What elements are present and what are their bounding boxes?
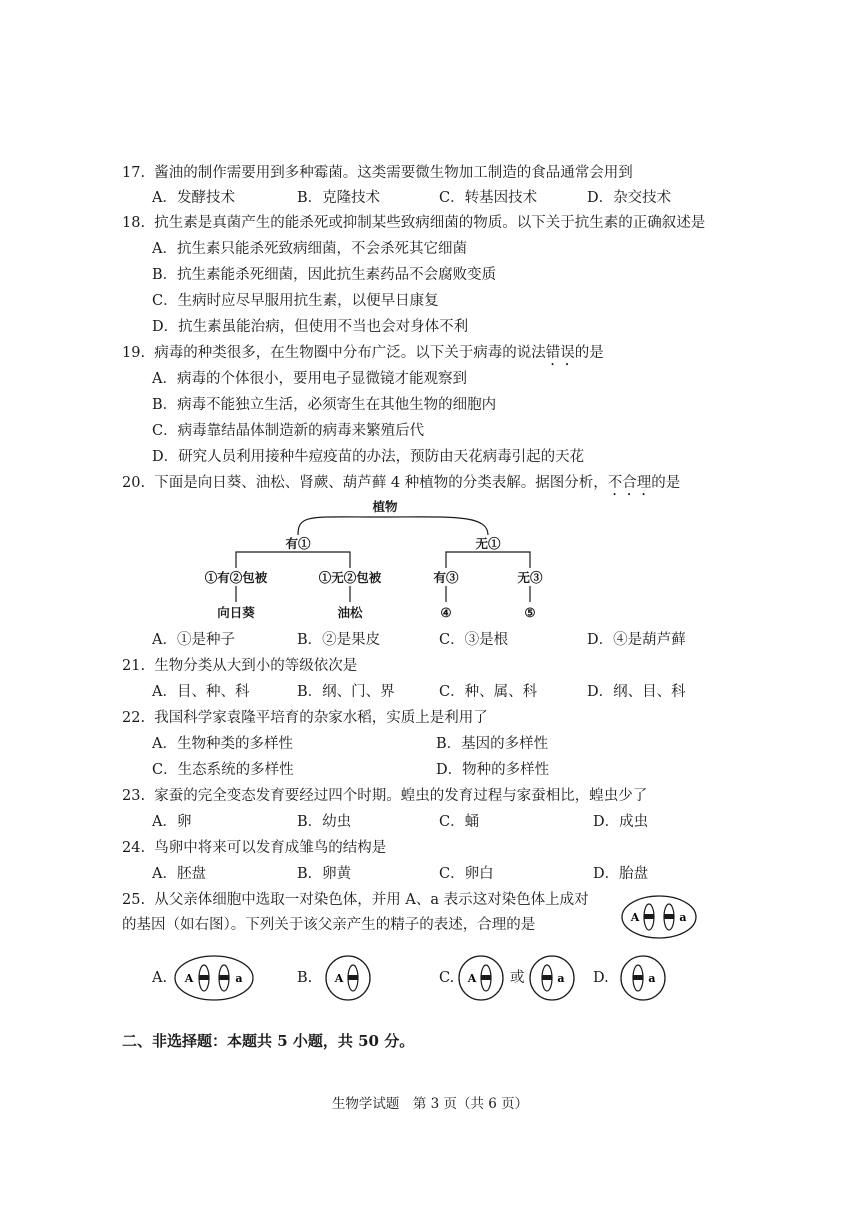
option-c-diagram-dominant[interactable] xyxy=(455,953,507,1003)
option-b-label[interactable]: B. xyxy=(297,970,313,986)
tree-leaf-5: ⑤ xyxy=(524,605,536,620)
question-stem: 鸟卵中将来可以发育成雏鸟的结构是 xyxy=(154,840,387,856)
option-b[interactable]: B．基因的多样性 xyxy=(436,736,549,752)
question-stem: 我国科学家袁隆平培育的杂家水稻，实质上是利用了 xyxy=(154,710,488,726)
tree-no-1: 无① xyxy=(475,536,501,551)
question-number: 22. xyxy=(122,710,146,726)
question-22 xyxy=(122,708,488,728)
option-b[interactable]: B．幼虫 xyxy=(297,814,352,830)
question-stem-line1: 从父亲体细胞中选取一对染色体，并用 A、a 表示这对染色体上成对 xyxy=(154,892,589,908)
tree-root: 植物 xyxy=(372,499,398,514)
option-a[interactable]: A．病毒的个体很小，要用电子显微镜才能观察到 xyxy=(152,371,467,387)
question-stem-emphasis: 错误 xyxy=(545,345,575,361)
tree-leaf-pine: 油松 xyxy=(337,605,363,620)
option-a-diagram[interactable] xyxy=(172,953,256,1003)
question-stem-post: 的是 xyxy=(574,345,604,361)
option-c[interactable]: C．卵白 xyxy=(439,866,494,882)
option-a-label[interactable]: A. xyxy=(152,970,168,986)
question-number: 19. xyxy=(122,345,146,361)
option-c[interactable]: C．生病时应尽早服用抗生素，以便早日康复 xyxy=(152,293,439,309)
gene-label-dominant: A xyxy=(630,911,640,924)
question-number: 23. xyxy=(122,788,146,804)
option-d-diagram[interactable] xyxy=(617,953,669,1003)
option-b[interactable]: B．抗生素能杀死细菌，因此抗生素药品不会腐败变质 xyxy=(152,267,497,283)
option-b[interactable]: B．②是果皮 xyxy=(297,632,381,648)
question-20 xyxy=(122,473,680,499)
option-d[interactable]: D．④是葫芦藓 xyxy=(587,632,686,648)
option-b-diagram[interactable] xyxy=(322,953,374,1003)
tree-has-3: 有③ xyxy=(433,570,459,585)
option-c[interactable]: C．蛹 xyxy=(439,814,480,830)
question-19 xyxy=(122,343,604,369)
gene-label-recessive: a xyxy=(557,972,565,985)
classification-tree-diagram xyxy=(190,498,570,626)
page-footer: 生物学试题 第 3 页（共 6 页） xyxy=(331,1096,529,1112)
option-b[interactable]: B．纲、门、界 xyxy=(297,684,395,700)
option-b[interactable]: B．克隆技术 xyxy=(297,190,381,206)
gene-label-recessive: a xyxy=(235,972,243,985)
question-stem: 抗生素是真菌产生的能杀死或抑制某些致病细菌的物质。以下关于抗生素的正确叙述是 xyxy=(154,215,706,231)
option-b[interactable]: B．卵黄 xyxy=(297,866,352,882)
tree-leaf-4: ④ xyxy=(440,605,452,620)
question-stem-pre: 下面是向日葵、油松、肾蕨、葫芦藓 4 种植物的分类表解。据图分析， xyxy=(154,475,608,491)
gene-label-recessive: a xyxy=(648,972,656,985)
question-number: 20. xyxy=(122,475,146,491)
question-17 xyxy=(122,163,633,183)
option-d[interactable]: D．纲、目、科 xyxy=(587,684,686,700)
option-d[interactable]: D．抗生素虽能治病，但使用不当也会对身体不利 xyxy=(152,319,469,335)
question-18 xyxy=(122,213,705,233)
gene-label-dominant: A xyxy=(184,972,194,985)
option-a[interactable]: A．目、种、科 xyxy=(152,684,250,700)
gene-label-dominant: A xyxy=(467,972,477,985)
option-d[interactable]: D．胎盘 xyxy=(593,866,649,882)
gene-label-dominant: A xyxy=(334,972,344,985)
tree-leaf-sunflower: 向日葵 xyxy=(217,605,255,620)
question-24 xyxy=(122,838,386,858)
question-stem-post: 的是 xyxy=(651,475,681,491)
father-chromosome-pair-diagram xyxy=(620,892,700,942)
option-a[interactable]: A．抗生素只能杀死致病细菌，不会杀死其它细菌 xyxy=(152,241,467,257)
question-25-line2: 的基因（如右图）。下列关于该父亲产生的精子的表述，合理的是 xyxy=(122,917,536,933)
option-b[interactable]: B．病毒不能独立生活，必须寄生在其他生物的细胞内 xyxy=(152,397,497,413)
option-d[interactable]: D．杂交技术 xyxy=(587,190,672,206)
question-number: 17. xyxy=(122,165,146,181)
option-a[interactable]: A．胚盘 xyxy=(152,866,206,882)
option-c[interactable]: C．种、属、科 xyxy=(439,684,538,700)
question-stem-emphasis: 不合理 xyxy=(607,475,652,491)
option-a[interactable]: A．卵 xyxy=(152,814,192,830)
option-c[interactable]: C．生态系统的多样性 xyxy=(152,762,294,778)
question-number: 21. xyxy=(122,658,146,674)
option-c-label[interactable]: C. xyxy=(439,970,455,986)
option-c-or: 或 xyxy=(510,970,525,986)
question-number: 24. xyxy=(122,840,146,856)
option-d[interactable]: D．成虫 xyxy=(593,814,649,830)
option-c[interactable]: C．转基因技术 xyxy=(439,190,538,206)
option-a[interactable]: A．①是种子 xyxy=(152,632,235,648)
question-23 xyxy=(122,786,647,806)
question-25 xyxy=(122,890,589,910)
option-d[interactable]: D．研究人员利用接种牛痘疫苗的办法，预防由天花病毒引起的天花 xyxy=(152,449,585,465)
tree-has-1: 有① xyxy=(285,536,311,551)
question-21 xyxy=(122,656,357,676)
section-heading: 二、非选择题：本题共 5 小题，共 50 分。 xyxy=(122,1032,415,1050)
option-c-diagram-recessive[interactable] xyxy=(526,953,578,1003)
tree-has-1-has-2: ①有②包被 xyxy=(204,570,268,585)
option-c[interactable]: C．病毒靠结晶体制造新的病毒来繁殖后代 xyxy=(152,423,425,439)
question-stem: 生物分类从大到小的等级依次是 xyxy=(154,658,358,674)
tree-no-3: 无③ xyxy=(517,570,543,585)
option-a[interactable]: A．生物种类的多样性 xyxy=(152,736,293,752)
question-stem: 酱油的制作需要用到多种霉菌。这类需要微生物加工制造的食品通常会用到 xyxy=(154,165,633,181)
option-d[interactable]: D．物种的多样性 xyxy=(436,762,550,778)
option-c[interactable]: C．③是根 xyxy=(439,632,509,648)
question-number: 25. xyxy=(122,892,146,908)
gene-label-recessive: a xyxy=(679,911,687,924)
tree-has-1-no-2: ①无②包被 xyxy=(318,570,382,585)
question-stem-pre: 病毒的种类很多，在生物圈中分布广泛。以下关于病毒的说法 xyxy=(154,345,546,361)
option-d-label[interactable]: D. xyxy=(593,970,609,986)
question-number: 18. xyxy=(122,215,146,231)
option-a[interactable]: A．发酵技术 xyxy=(152,190,235,206)
question-stem: 家蚕的完全变态发育要经过四个时期。蝗虫的发育过程与家蚕相比，蝗虫少了 xyxy=(154,788,648,804)
